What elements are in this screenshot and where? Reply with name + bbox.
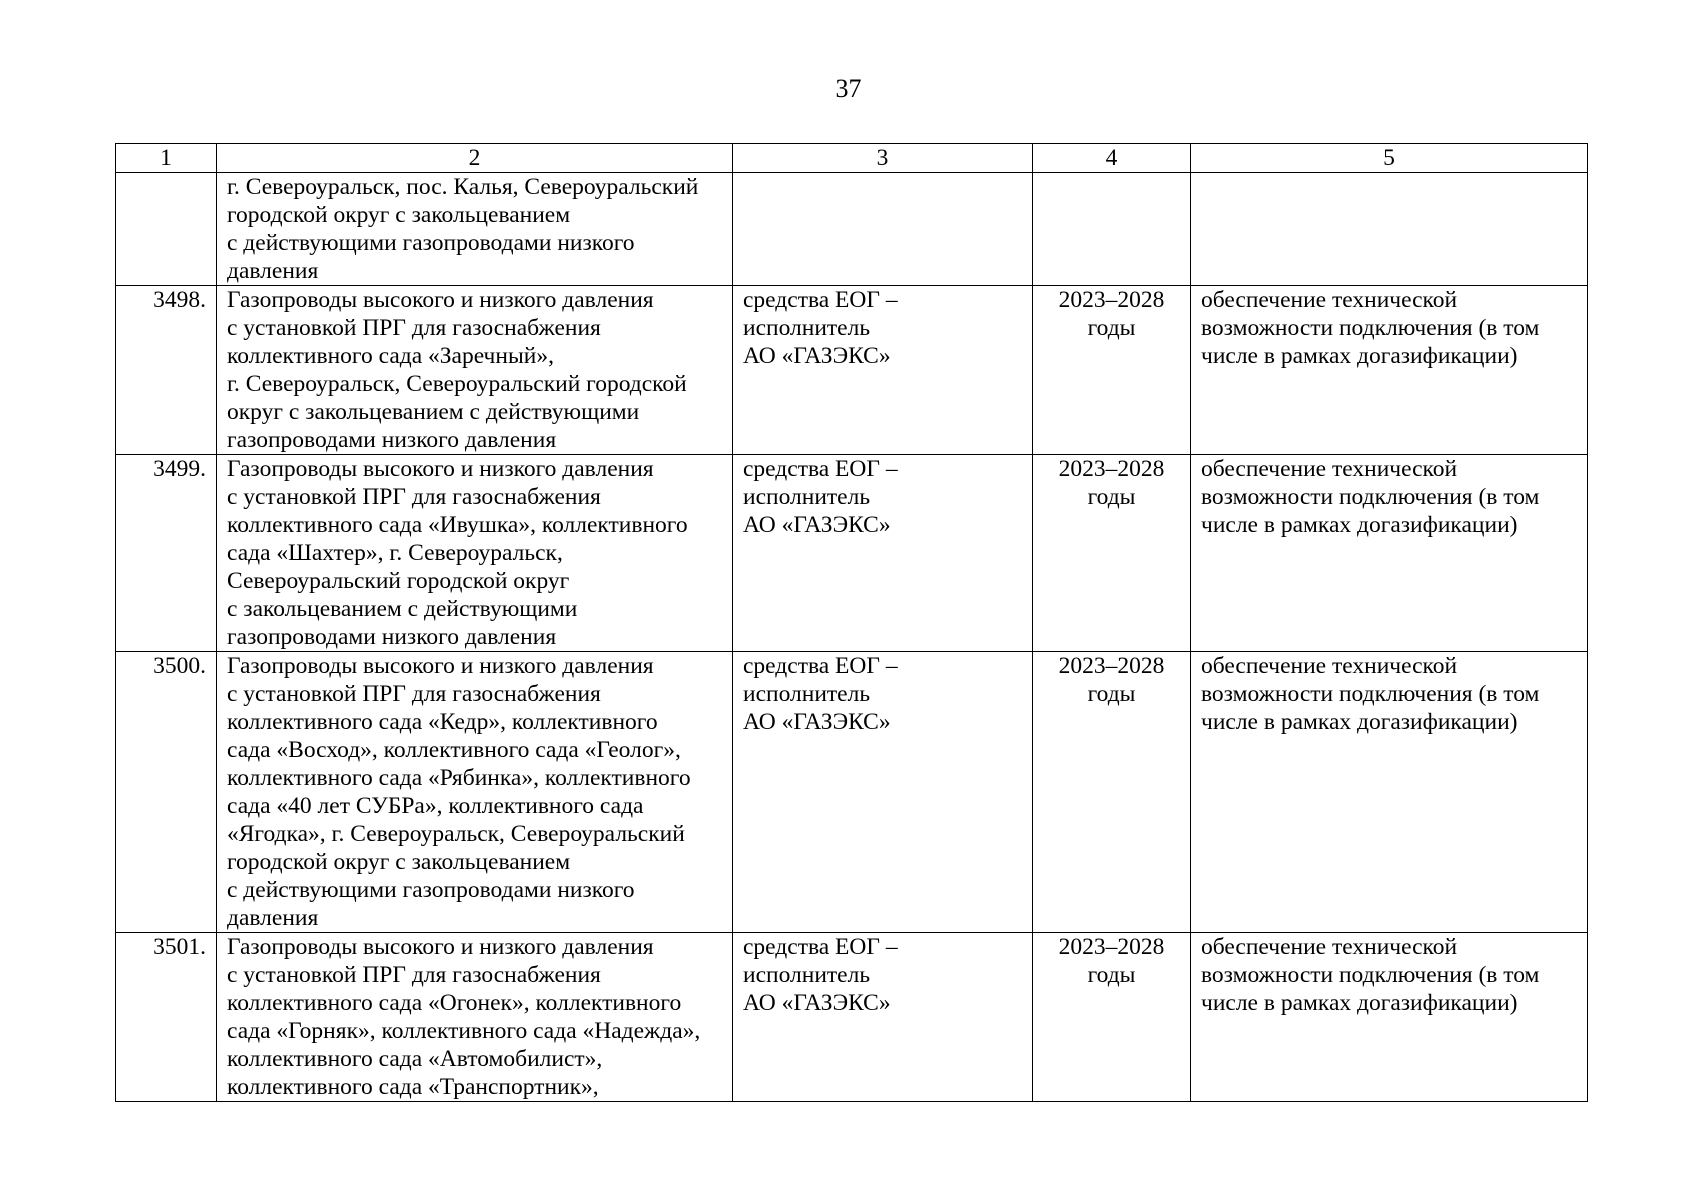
purpose-line: возможности подключения (в том (1201, 315, 1540, 341)
purpose-line: обеспечение технической (1201, 934, 1458, 960)
implementation-period-line: 2023–2028 (1058, 287, 1165, 313)
object-description-cell (217, 455, 733, 652)
funding-source-line: средства ЕОГ – (743, 934, 898, 960)
implementation-period-line: годы (1087, 484, 1136, 510)
object-description-line: коллективного сада «Заречный», (227, 343, 554, 369)
purpose-cell (1191, 286, 1588, 455)
object-description-line: давления (227, 905, 319, 931)
object-description-line: давления (227, 258, 319, 284)
funding-source-cell (733, 652, 1033, 933)
funding-source-line: исполнитель (743, 484, 871, 510)
row-number-cell: 3498. (116, 286, 217, 455)
funding-source-line: АО «ГАЗЭКС» (743, 990, 891, 1016)
funding-source-cell (733, 173, 1033, 286)
object-description-line: коллективного сада «Огонек», коллективного (227, 990, 682, 1016)
implementation-period-line: 2023–2028 (1058, 934, 1165, 960)
implementation-period-cell (1033, 652, 1191, 933)
purpose-line: возможности подключения (в том (1201, 484, 1540, 510)
purpose-cell (1191, 455, 1588, 652)
table-row (116, 933, 1588, 1102)
object-description-line: сада «Шахтер», г. Североуральск, (227, 540, 563, 566)
object-description-line: коллективного сада «Транспортник», (227, 1074, 599, 1100)
purpose-cell (1191, 173, 1588, 286)
object-description-line: газопроводами низкого давления (227, 624, 557, 650)
object-description-line: Газопроводы высокого и низкого давления (227, 653, 654, 679)
object-description-line: с установкой ПРГ для газоснабжения (227, 315, 601, 341)
funding-source-line: исполнитель (743, 315, 871, 341)
object-description-cell (217, 173, 733, 286)
purpose-line: возможности подключения (в том (1201, 681, 1540, 707)
column-number-3: 3 (733, 144, 1033, 173)
purpose-line: числе в рамках догазификации) (1201, 709, 1518, 735)
purpose-line: числе в рамках догазификации) (1201, 343, 1518, 369)
object-description-cell (217, 933, 733, 1102)
object-description-line: Газопроводы высокого и низкого давления (227, 456, 654, 482)
implementation-period-line: 2023–2028 (1058, 653, 1165, 679)
funding-source-cell (733, 286, 1033, 455)
object-description-line: с установкой ПРГ для газоснабжения (227, 962, 601, 988)
object-description-line: коллективного сада «Ивушка», коллективного (227, 512, 688, 538)
funding-source-line: средства ЕОГ – (743, 653, 898, 679)
program-table (115, 143, 1588, 1102)
purpose-line: обеспечение технической (1201, 287, 1458, 313)
table-row (116, 455, 1588, 652)
funding-source-line: АО «ГАЗЭКС» (743, 343, 891, 369)
object-description-line: Газопроводы высокого и низкого давления (227, 934, 654, 960)
table-row (116, 173, 1588, 286)
implementation-period-cell (1033, 173, 1191, 286)
object-description-line: городской округ с закольцеванием (227, 202, 571, 228)
column-number-2: 2 (217, 144, 733, 173)
implementation-period-cell (1033, 455, 1191, 652)
purpose-line: возможности подключения (в том (1201, 962, 1540, 988)
purpose-line: числе в рамках догазификации) (1201, 990, 1518, 1016)
column-number-row (116, 144, 1588, 173)
purpose-cell (1191, 652, 1588, 933)
row-number-cell: 3499. (116, 455, 217, 652)
object-description-line: Североуральский городской округ (227, 568, 570, 594)
page-number: 37 (835, 74, 862, 103)
funding-source-line: средства ЕОГ – (743, 456, 898, 482)
object-description-line: городской округ с закольцеванием (227, 849, 571, 875)
implementation-period-line: годы (1087, 315, 1136, 341)
row-number-cell: 3501. (116, 933, 217, 1102)
object-description-line: «Ягодка», г. Североуральск, Североуральский (227, 821, 685, 847)
object-description-line: с действующими газопроводами низкого (227, 877, 635, 903)
object-description-line: сада «Восход», коллективного сада «Геолог», (227, 737, 681, 763)
column-number-4: 4 (1033, 144, 1191, 173)
implementation-period-line: годы (1087, 681, 1136, 707)
implementation-period-cell (1033, 286, 1191, 455)
implementation-period-line: годы (1087, 962, 1136, 988)
column-number-5: 5 (1191, 144, 1588, 173)
object-description-line: газопроводами низкого давления (227, 427, 557, 453)
funding-source-line: средства ЕОГ – (743, 287, 898, 313)
table-body (116, 173, 1588, 1102)
column-number-1: 1 (116, 144, 217, 173)
table-row (116, 652, 1588, 933)
table-row (116, 286, 1588, 455)
purpose-line: обеспечение технической (1201, 653, 1458, 679)
object-description-line: Газопроводы высокого и низкого давления (227, 287, 654, 313)
object-description-line: коллективного сада «Кедр», коллективного (227, 709, 658, 735)
object-description-line: г. Североуральск, пос. Калья, Североуральский (227, 174, 699, 200)
object-description-line: округ с закольцеванием с действующими (227, 399, 640, 425)
implementation-period-line: 2023–2028 (1058, 456, 1165, 482)
funding-source-line: АО «ГАЗЭКС» (743, 709, 891, 735)
object-description-line: с установкой ПРГ для газоснабжения (227, 484, 601, 510)
funding-source-line: АО «ГАЗЭКС» (743, 512, 891, 538)
funding-source-cell (733, 455, 1033, 652)
implementation-period-cell (1033, 933, 1191, 1102)
row-number-cell: 3500. (116, 652, 217, 933)
purpose-line: обеспечение технической (1201, 456, 1458, 482)
object-description-line: сада «40 лет СУБРа», коллективного сада (227, 793, 644, 819)
object-description-line: коллективного сада «Рябинка», коллективного (227, 765, 691, 791)
funding-source-cell (733, 933, 1033, 1102)
object-description-cell (217, 652, 733, 933)
object-description-line: сада «Горняк», коллективного сада «Надежда», (227, 1018, 701, 1044)
funding-source-line: исполнитель (743, 962, 871, 988)
object-description-line: коллективного сада «Автомобилист», (227, 1046, 603, 1072)
object-description-line: с действующими газопроводами низкого (227, 230, 635, 256)
purpose-line: числе в рамках догазификации) (1201, 512, 1518, 538)
funding-source-line: исполнитель (743, 681, 871, 707)
object-description-cell (217, 286, 733, 455)
object-description-line: с установкой ПРГ для газоснабжения (227, 681, 601, 707)
object-description-line: с закольцеванием с действующими (227, 596, 578, 622)
row-number-cell (116, 173, 217, 286)
object-description-line: г. Североуральск, Североуральский городской (227, 371, 687, 397)
purpose-cell (1191, 933, 1588, 1102)
